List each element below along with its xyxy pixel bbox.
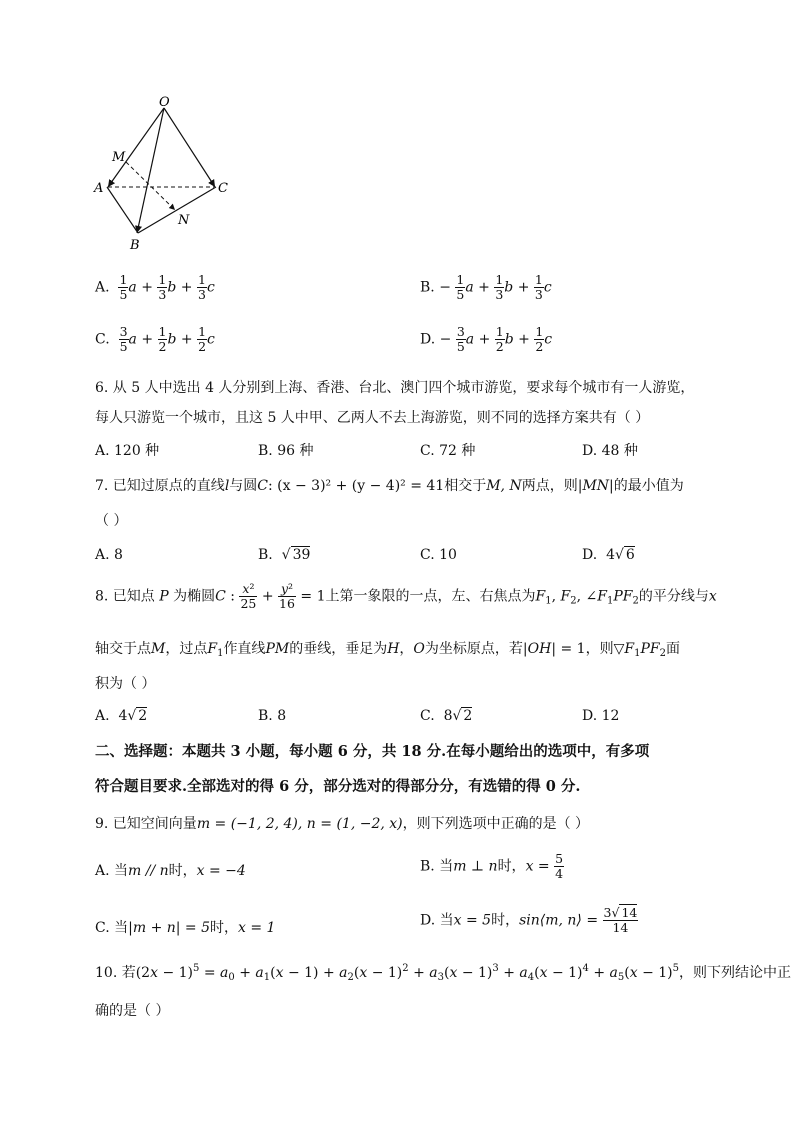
q7-option-a[interactable]: A. 8 bbox=[95, 547, 123, 563]
q9-option-d[interactable]: D. 当x = 5时，sin⟨m, n⟩ = $\frac{3√ 14}{14}$ bbox=[420, 905, 638, 935]
q10-line1: 10. 若$(2x - 1)^5 = a_0 + a_1(x - 1) + a_2(x - 1)^2 + a_3(x - 1)^3 + a_4(x - 1)^4 + a_5(x - 1)^5$，则下列结论中正 bbox=[95, 963, 791, 983]
q7-option-c[interactable]: C. 10 bbox=[420, 547, 457, 563]
section2-line2: 符合题目要求.全部选对的得 6 分，部分选对的得部分分，有选错的得 0 分. bbox=[95, 778, 581, 795]
q6-option-c[interactable]: C. 72 种 bbox=[420, 443, 476, 459]
label-A: A bbox=[94, 181, 104, 196]
q8-option-c[interactable]: C. 8√ 2 bbox=[420, 708, 473, 724]
tetrahedron-figure bbox=[90, 90, 250, 255]
q7-option-d[interactable]: D. 4√ 6 bbox=[582, 547, 635, 563]
edge-BC bbox=[138, 187, 216, 233]
q8-line1: 8. 已知点 P 为椭圆C : $\frac{\text{x²}}{25}$ + $\frac{\text{y²}}{16}$ = 1上第一象限的一点，左、右焦点为$F_1$, $F_2$, $\angle F_1PF_2$的平分线与x bbox=[95, 581, 717, 611]
label-C: C bbox=[218, 181, 228, 196]
label-B: B bbox=[130, 238, 140, 253]
q8-option-d[interactable]: D. 12 bbox=[582, 708, 620, 724]
section2-line1: 二、选择题：本题共 3 小题，每小题 6 分，共 18 分.在每小题给出的选项中，有多项 bbox=[95, 743, 650, 760]
q6-option-b[interactable]: B. 96 种 bbox=[258, 443, 314, 459]
q6-option-d[interactable]: D. 48 种 bbox=[582, 443, 638, 459]
q8-option-a[interactable]: A. 4√ 2 bbox=[95, 708, 148, 724]
q5-option-a[interactable]: A. $\frac{1}{5}$ a + $\frac{1}{3}$ b + $\frac{1}{3}$ c bbox=[95, 272, 215, 302]
q6-option-a[interactable]: A. 120 种 bbox=[95, 443, 160, 459]
q7-paren: （ ） bbox=[95, 513, 128, 529]
q7-stem: 7. 已知过原点的直线l与圆C: (x − 3)² + (y − 4)² = 41相交于M, N两点，则|MN|的最小值为 bbox=[95, 478, 684, 494]
q9-option-a[interactable]: A. 当m // n时，x = −4 bbox=[95, 863, 246, 879]
q5-option-b[interactable]: B. − $\frac{1}{5}$ a + $\frac{1}{3}$ b + $\frac{1}{3}$ c bbox=[420, 272, 552, 302]
edge-AB bbox=[107, 187, 138, 233]
label-M: M bbox=[112, 150, 126, 165]
q7-option-b[interactable]: B. √ 39 bbox=[258, 547, 311, 563]
q8-line3: 积为（ ） bbox=[95, 676, 156, 692]
q9-option-c[interactable]: C. 当|m + n| = 5时，x = 1 bbox=[95, 920, 276, 936]
q5-option-c[interactable]: C. $\frac{3}{5}$ a + $\frac{1}{2}$ b + $\frac{1}{2}$ c bbox=[95, 324, 215, 354]
q5-option-d[interactable]: D. − $\frac{3}{5}$ a + $\frac{1}{2}$ b + $\frac{1}{2}$ c bbox=[420, 324, 553, 354]
q8-option-b[interactable]: B. 8 bbox=[258, 708, 287, 724]
q6-line1: 6. 从 5 人中选出 4 人分别到上海、香港、台北、澳门四个城市游览，要求每个城市有一人游览， bbox=[95, 380, 695, 396]
label-N: N bbox=[178, 213, 190, 228]
q6-line2: 每人只游览一个城市，且这 5 人中甲、乙两人不去上海游览，则不同的选择方案共有（ ） bbox=[95, 410, 650, 426]
label-O: O bbox=[159, 95, 170, 110]
edge-OC bbox=[164, 108, 215, 187]
q8-line2: 轴交于点M，过点$F_1$作直线PM的垂线，垂足为H，O为坐标原点，若|OH| = 1，则$▽F_1PF_2$面 bbox=[95, 641, 680, 659]
q10-line2: 确的是（ ） bbox=[95, 1003, 170, 1019]
q9-stem: 9. 已知空间向量m = (−1, 2, 4), n = (1, −2, x)，则下列选项中正确的是（ ） bbox=[95, 816, 590, 832]
q9-option-b[interactable]: B. 当m ⊥ n时，x = $\frac{5}{4}$ bbox=[420, 851, 564, 881]
